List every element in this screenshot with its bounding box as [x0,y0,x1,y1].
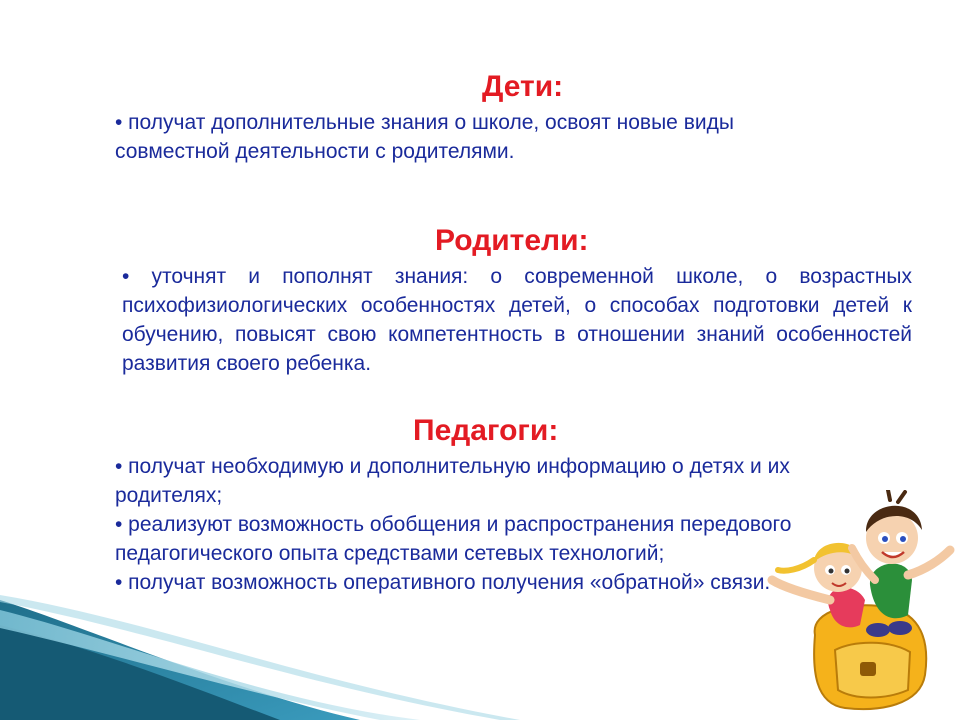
teachers-item: • реализуют возможность обобщения и распространения передового педагогического опыта средствами сетевых технологий; [115,513,792,565]
children-illustration-icon [760,490,960,715]
children-text: • получат дополнительные знания о школе, освоят новые виды совместной деятельности с родителями. [115,111,734,163]
teachers-item: • получат необходимую и дополнительную информацию о детях и их родителях; [115,455,790,507]
teachers-list [115,452,805,597]
teachers-item: • получат возможность оперативного получения «обратной» связи. [115,571,771,594]
parents-text: • уточнят и пополнят знания: о современной школе, о возрастных психофизиологических особенностях детей, о способах подготовки детей к обучению, повысят свою компетентность в отношении знаний особенностей развития своего ребенка. [122,265,912,375]
children-heading: Дети: [482,70,564,103]
teachers-heading: Педагоги: [413,414,559,447]
parents-heading: Родители: [435,224,589,257]
